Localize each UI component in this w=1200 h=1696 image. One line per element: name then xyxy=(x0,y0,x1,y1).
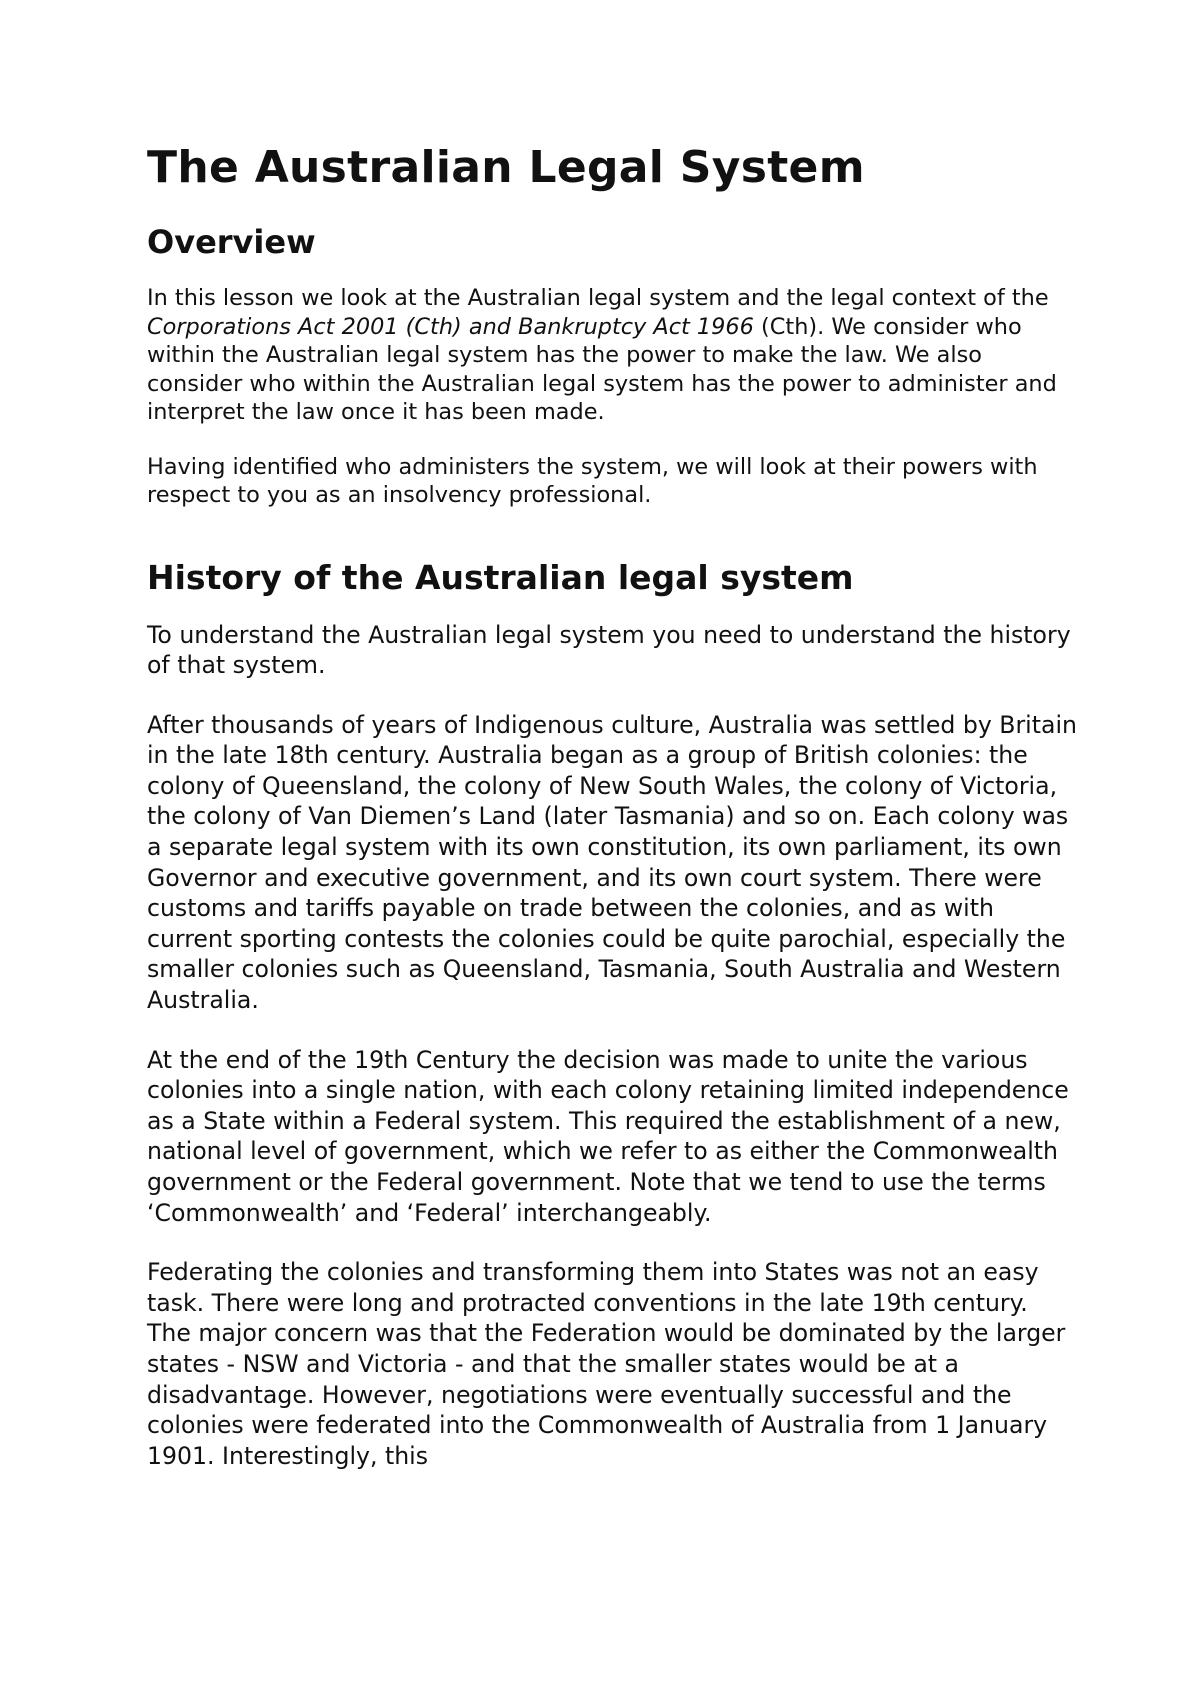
document-page xyxy=(147,140,1077,1500)
history-paragraph-2: After thousands of years of Indigenous culture, Australia was settled by Britain in the late 18th century. Australia began as a group of British colonies: the colony of Queensland, the colony of New South Wales, the colony of Victoria, the colony of Van Diemen’s Land (later Tasmania) and so on. Each colony was a separate legal system with its own constitution, its own parliament, its own Governor and executive government, and its own court system. There were customs and tariffs payable on trade between the colonies, and as with current sporting contests the colonies could be quite parochial, especially the smaller colonies such as Queensland, Tasmania, South Australia and Western Australia. xyxy=(147,710,1077,1015)
overview-p1-italic-acts: Corporations Act 2001 (Cth) and Bankruptcy Act 1966 xyxy=(147,313,754,340)
overview-paragraph-1 xyxy=(147,284,1077,427)
overview-p1-text-before: In this lesson we look at the Australian legal system and the legal context of the xyxy=(147,285,1049,311)
overview-paragraph-2: Having identified who administers the system, we will look at their powers with respect to you as an insolvency professional. xyxy=(147,453,1038,508)
overview-heading: Overview xyxy=(147,223,316,261)
history-paragraph-4: Federating the colonies and transforming them into States was not an easy task. There were long and protracted conventions in the late 19th century. The major concern was that the Federation would be dominated by the larger states - NSW and Victoria - and that the smaller states would be at a disadvantage. However, negotiations were eventually successful and the colonies were federated into the Commonwealth of Australia from 1 January 1901. Interestingly, this xyxy=(147,1258,1066,1470)
history-paragraph-3: At the end of the 19th Century the decision was made to unite the various colonies into a single nation, with each colony retaining limited independence as a State within a Federal system. This required the establishment of a new, national level of government, which we refer to as either the Commonwealth government or the Federal government. Note that we tend to use the terms ‘Commonwealth’ and ‘Federal’ interchangeably. xyxy=(147,1045,1069,1227)
overview-p1-text-after: (Cth). We consider who within the Australian legal system has the power to make the law. We also consider who within the Australian legal system has the power to administer and interpret the law once it has been made. xyxy=(147,313,1057,425)
history-heading: History of the Australian legal system xyxy=(147,557,854,597)
document-title: The Australian Legal System xyxy=(147,142,865,193)
history-paragraph-1: To understand the Australian legal system you need to understand the history of that system. xyxy=(147,620,1071,680)
